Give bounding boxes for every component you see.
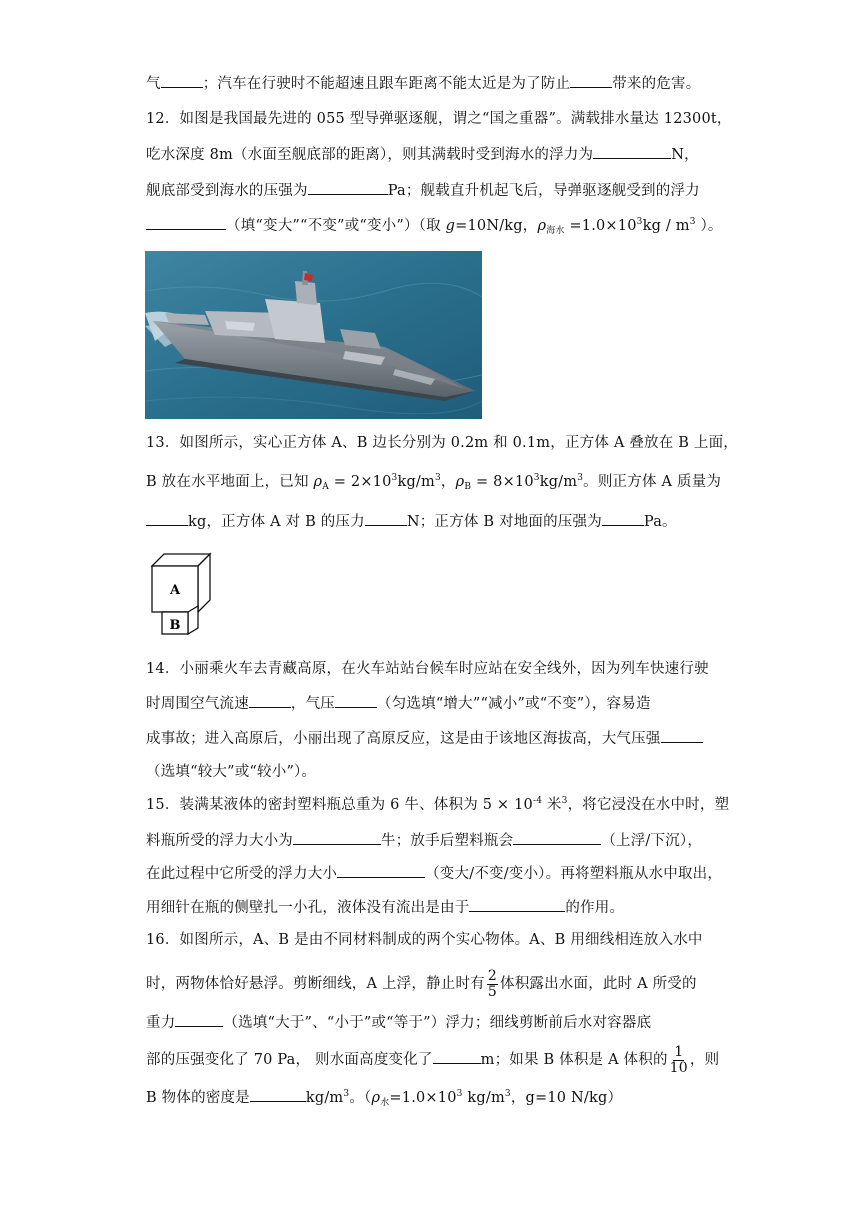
text: 13．如图所示，实心正方体 A、B 边长分别为 0.2m 和 0.1m，正方体 A 叠放在 B 上面， — [146, 435, 739, 451]
fill-blank — [335, 693, 377, 708]
text: ， — [440, 474, 456, 490]
fill-blank — [146, 215, 226, 230]
subscript: B — [464, 482, 472, 492]
text: 气 — [146, 76, 161, 92]
text: =10N/kg， — [455, 218, 538, 234]
text: 15．装满某液体的密封塑料瓶总重为 6 牛、体积为 5 × 10 — [146, 797, 533, 813]
stacked-cubes-figure — [148, 548, 218, 640]
text: kg/m — [305, 1090, 344, 1106]
text: N；正方体 B 对地面的压强为 — [406, 514, 602, 530]
text: 时，两物体恰好悬浮。剪断细线，A 上浮，静止时有 — [146, 976, 485, 992]
fill-blank — [293, 830, 381, 845]
fill-blank — [570, 73, 612, 88]
text: 重力 — [146, 1015, 176, 1031]
text-line — [146, 73, 726, 94]
question-15-line-4 — [146, 897, 726, 918]
text: ，将它浸没在水中时，塑 — [567, 797, 730, 813]
question-16-line-1 — [146, 930, 726, 950]
text: N， — [671, 147, 699, 163]
fraction: $\frac{2}{5}$ — [487, 967, 497, 1000]
fill-blank — [661, 728, 703, 743]
question-12-line-3 — [146, 180, 726, 201]
text: （填“变大”“不变”或“变小”）（取 — [226, 218, 446, 234]
text: 吃水深度 8m（水面至舰底部的距离），则其满载时受到海水的浮力为 — [146, 147, 594, 163]
fill-blank — [249, 693, 291, 708]
text: ，g=10 N/kg） — [510, 1090, 623, 1106]
text: 部的压强变化了 70 Pa， 则水面高度变化了 — [146, 1052, 433, 1068]
question-16-line-2 — [146, 964, 726, 1004]
text: （上浮/下沉）， — [601, 833, 703, 849]
superscript: 3 — [343, 1089, 350, 1099]
fill-blank — [175, 1012, 223, 1027]
text: ，则 — [689, 1052, 720, 1068]
fill-blank — [308, 180, 388, 195]
text: （选填“大于”、“小于”或“等于”）浮力；细线剪断前后水对容器底 — [223, 1015, 652, 1031]
superscript: 3 — [533, 473, 540, 483]
text: m；如果 B 体积是 A 体积的 — [480, 1052, 668, 1068]
superscript: 3 — [504, 1089, 511, 1099]
question-16-line-3 — [146, 1012, 726, 1033]
symbol-rho: ρ — [455, 474, 465, 490]
text: （变大/不变/变小）。再将塑料瓶从水中取出， — [425, 866, 723, 882]
text: 舰底部受到海水的压强为 — [146, 183, 308, 199]
question-14-line-4 — [146, 762, 726, 782]
subscript: 海水 — [546, 226, 565, 236]
question-16-line-4 — [146, 1040, 726, 1080]
subscript: 水 — [380, 1098, 390, 1108]
text: =1.0×10 — [389, 1090, 457, 1106]
text: 时周围空气流速 — [146, 696, 249, 712]
question-15-line-3 — [146, 863, 726, 884]
cube-b-label: B — [169, 618, 181, 633]
text: 12．如图是我国最先进的 055 型导弹驱逐舰，谓之“国之重器”。满载排水量达 12300t， — [146, 111, 732, 127]
text: 。则正方体 A 质量为 — [583, 474, 722, 490]
question-12-line-1 — [146, 109, 732, 129]
fill-blank — [513, 830, 601, 845]
text: 成事故；进入高原后，小丽出现了高原反应，这是由于该地区海拔高，大气压强 — [146, 731, 661, 747]
text: 在此过程中它所受的浮力大小 — [146, 866, 338, 882]
superscript: 3 — [689, 217, 696, 227]
fill-blank — [250, 1087, 306, 1102]
text: kg/m — [397, 474, 435, 490]
symbol-rho: ρ — [537, 218, 547, 234]
superscript: 3 — [577, 473, 584, 483]
superscript: 3 — [456, 1089, 463, 1099]
text: 16．如图所示，A、B 是由不同材料制成的两个实心物体。A、B 用细线相连放入水中 — [146, 932, 703, 948]
question-12-line-4 — [146, 215, 726, 236]
text: ，气压 — [290, 696, 336, 712]
text: ）。 — [695, 218, 723, 234]
text: 。（ — [349, 1090, 372, 1106]
cubes-diagram — [148, 548, 218, 640]
text: （匀选填“增大”“减小”或“不变”），容易造 — [377, 696, 651, 712]
superscript: 3 — [636, 217, 643, 227]
superscript: 3 — [434, 473, 441, 483]
symbol-rho: ρ — [313, 474, 323, 490]
text: kg，正方体 A 对 B 的压力 — [188, 514, 365, 530]
superscript: -4 — [532, 796, 543, 806]
fill-blank — [593, 144, 671, 159]
text: kg / m — [642, 218, 690, 234]
question-13-line-1 — [146, 433, 739, 453]
text: Pa。 — [643, 514, 677, 530]
text: ；汽车在行驶时不能超速且跟车距离不能太近是为了防止 — [202, 76, 571, 92]
question-14-line-3 — [146, 728, 726, 749]
destroyer-image — [145, 251, 482, 419]
fill-blank — [146, 511, 188, 526]
symbol-g: g — [445, 218, 456, 234]
text: 米 — [542, 797, 562, 813]
text: B 放在水平地面上，已知 — [146, 474, 314, 490]
text: 带来的危害。 — [612, 76, 701, 92]
text: =1.0×10 — [564, 218, 637, 234]
question-14-line-2 — [146, 693, 726, 714]
question-13-line-2 — [146, 472, 726, 492]
subscript: A — [322, 482, 329, 492]
question-12-line-2 — [146, 144, 726, 165]
destroyer-photo — [145, 251, 482, 419]
fill-blank — [602, 511, 644, 526]
fraction: $\frac{1}{10}$ — [669, 1043, 688, 1076]
text: B 物体的密度是 — [146, 1090, 250, 1106]
text: = 8×10 — [471, 474, 534, 490]
question-13-line-3 — [146, 511, 726, 532]
fill-blank — [365, 511, 407, 526]
text: 体积露出水面，此时 A 所受的 — [500, 976, 697, 992]
text: （选填“较大”或“较小”）。 — [146, 764, 317, 780]
text: kg/m — [539, 474, 578, 490]
superscript: 3 — [561, 796, 568, 806]
question-15-line-2 — [146, 830, 726, 851]
text: kg/m — [462, 1090, 505, 1106]
text: 用细针在瓶的侧壁扎一小孔，液体没有流出是由于 — [146, 900, 470, 916]
text: 牛；放手后塑料瓶会 — [381, 833, 514, 849]
symbol-rho: ρ — [371, 1090, 381, 1106]
fill-blank — [337, 863, 425, 878]
text: = 2×10 — [328, 474, 392, 490]
text: 的作用。 — [565, 900, 625, 916]
question-16-line-5 — [146, 1087, 726, 1108]
fill-blank — [433, 1049, 481, 1064]
question-14-line-1 — [146, 659, 726, 679]
text: Pa；舰载直升机起飞后，导弹驱逐舰受到的浮力 — [387, 183, 700, 199]
superscript: 3 — [391, 473, 398, 483]
text: 料瓶所受的浮力大小为 — [146, 833, 293, 849]
question-15-line-1 — [146, 795, 730, 815]
cube-a-label: A — [169, 583, 181, 598]
fill-blank — [161, 73, 203, 88]
text: 14．小丽乘火车去青藏高原，在火车站站台候车时应站在安全线外，因为列车快速行驶 — [146, 661, 709, 677]
fill-blank — [469, 897, 565, 912]
